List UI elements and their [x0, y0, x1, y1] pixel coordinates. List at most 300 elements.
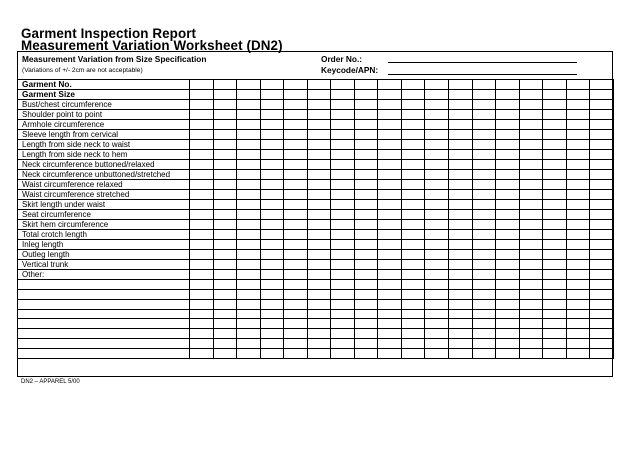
measurement-cell[interactable]	[307, 329, 331, 339]
measurement-cell[interactable]	[213, 210, 237, 220]
measurement-cell[interactable]	[566, 80, 590, 90]
measurement-cell[interactable]	[590, 329, 614, 339]
measurement-cell[interactable]	[354, 319, 378, 329]
measurement-cell[interactable]	[590, 130, 614, 140]
measurement-cell[interactable]	[566, 190, 590, 200]
measurement-cell[interactable]	[307, 240, 331, 250]
measurement-cell[interactable]	[519, 329, 543, 339]
measurement-cell[interactable]	[354, 230, 378, 240]
measurement-cell[interactable]	[449, 120, 473, 130]
measurement-cell[interactable]	[354, 120, 378, 130]
measurement-cell[interactable]	[307, 90, 331, 100]
measurement-cell[interactable]	[378, 80, 402, 90]
measurement-cell[interactable]	[307, 260, 331, 270]
measurement-cell[interactable]	[543, 319, 567, 329]
measurement-cell[interactable]	[449, 140, 473, 150]
measurement-cell[interactable]	[472, 120, 496, 130]
measurement-cell[interactable]	[496, 110, 520, 120]
measurement-cell[interactable]	[449, 348, 473, 358]
measurement-cell[interactable]	[213, 230, 237, 240]
measurement-cell[interactable]	[260, 80, 284, 90]
measurement-cell[interactable]	[331, 309, 355, 319]
measurement-cell[interactable]	[331, 329, 355, 339]
measurement-cell[interactable]	[496, 190, 520, 200]
measurement-cell[interactable]	[284, 160, 308, 170]
measurement-cell[interactable]	[190, 329, 214, 339]
measurement-cell[interactable]	[543, 309, 567, 319]
measurement-cell[interactable]	[472, 90, 496, 100]
measurement-cell[interactable]	[307, 210, 331, 220]
measurement-cell[interactable]	[237, 160, 261, 170]
measurement-cell[interactable]	[213, 130, 237, 140]
measurement-cell[interactable]	[519, 80, 543, 90]
measurement-cell[interactable]	[449, 150, 473, 160]
measurement-cell[interactable]	[543, 299, 567, 309]
measurement-cell[interactable]	[213, 120, 237, 130]
measurement-cell[interactable]	[496, 180, 520, 190]
measurement-cell[interactable]	[425, 240, 449, 250]
measurement-cell[interactable]	[425, 230, 449, 240]
measurement-cell[interactable]	[307, 130, 331, 140]
measurement-cell[interactable]	[190, 210, 214, 220]
measurement-cell[interactable]	[331, 110, 355, 120]
measurement-cell[interactable]	[378, 200, 402, 210]
measurement-cell[interactable]	[260, 299, 284, 309]
measurement-cell[interactable]	[449, 190, 473, 200]
measurement-cell[interactable]	[425, 309, 449, 319]
measurement-cell[interactable]	[543, 348, 567, 358]
measurement-cell[interactable]	[260, 180, 284, 190]
measurement-cell[interactable]	[425, 329, 449, 339]
measurement-cell[interactable]	[213, 270, 237, 280]
measurement-cell[interactable]	[425, 200, 449, 210]
measurement-cell[interactable]	[284, 250, 308, 260]
measurement-cell[interactable]	[472, 150, 496, 160]
measurement-cell[interactable]	[425, 100, 449, 110]
measurement-cell[interactable]	[472, 260, 496, 270]
measurement-cell[interactable]	[449, 329, 473, 339]
measurement-cell[interactable]	[307, 200, 331, 210]
measurement-cell[interactable]	[213, 348, 237, 358]
measurement-cell[interactable]	[190, 339, 214, 349]
measurement-cell[interactable]	[543, 270, 567, 280]
measurement-cell[interactable]	[449, 100, 473, 110]
measurement-cell[interactable]	[190, 160, 214, 170]
measurement-cell[interactable]	[472, 348, 496, 358]
measurement-cell[interactable]	[496, 150, 520, 160]
measurement-cell[interactable]	[519, 319, 543, 329]
measurement-cell[interactable]	[566, 280, 590, 290]
measurement-cell[interactable]	[307, 180, 331, 190]
measurement-cell[interactable]	[237, 230, 261, 240]
measurement-cell[interactable]	[590, 90, 614, 100]
measurement-cell[interactable]	[519, 130, 543, 140]
measurement-cell[interactable]	[213, 240, 237, 250]
measurement-cell[interactable]	[472, 319, 496, 329]
measurement-cell[interactable]	[425, 90, 449, 100]
measurement-cell[interactable]	[354, 100, 378, 110]
measurement-cell[interactable]	[354, 90, 378, 100]
measurement-cell[interactable]	[543, 100, 567, 110]
measurement-cell[interactable]	[496, 240, 520, 250]
measurement-cell[interactable]	[425, 80, 449, 90]
measurement-cell[interactable]	[284, 90, 308, 100]
measurement-cell[interactable]	[401, 80, 425, 90]
measurement-cell[interactable]	[566, 130, 590, 140]
measurement-cell[interactable]	[543, 280, 567, 290]
measurement-cell[interactable]	[449, 220, 473, 230]
measurement-cell[interactable]	[566, 180, 590, 190]
measurement-cell[interactable]	[496, 160, 520, 170]
measurement-cell[interactable]	[566, 339, 590, 349]
measurement-cell[interactable]	[190, 250, 214, 260]
measurement-cell[interactable]	[237, 319, 261, 329]
measurement-cell[interactable]	[519, 200, 543, 210]
measurement-cell[interactable]	[425, 270, 449, 280]
measurement-cell[interactable]	[472, 170, 496, 180]
measurement-cell[interactable]	[307, 170, 331, 180]
measurement-cell[interactable]	[354, 260, 378, 270]
measurement-cell[interactable]	[590, 200, 614, 210]
measurement-cell[interactable]	[354, 240, 378, 250]
measurement-cell[interactable]	[449, 200, 473, 210]
measurement-cell[interactable]	[237, 140, 261, 150]
measurement-cell[interactable]	[543, 329, 567, 339]
measurement-cell[interactable]	[260, 140, 284, 150]
measurement-cell[interactable]	[449, 160, 473, 170]
measurement-cell[interactable]	[284, 180, 308, 190]
measurement-cell[interactable]	[260, 289, 284, 299]
measurement-cell[interactable]	[190, 110, 214, 120]
measurement-cell[interactable]	[331, 180, 355, 190]
measurement-cell[interactable]	[519, 210, 543, 220]
measurement-cell[interactable]	[472, 140, 496, 150]
measurement-cell[interactable]	[590, 210, 614, 220]
measurement-cell[interactable]	[260, 150, 284, 160]
measurement-cell[interactable]	[519, 150, 543, 160]
measurement-cell[interactable]	[449, 339, 473, 349]
measurement-cell[interactable]	[213, 170, 237, 180]
measurement-cell[interactable]	[543, 90, 567, 100]
measurement-cell[interactable]	[284, 210, 308, 220]
measurement-cell[interactable]	[237, 220, 261, 230]
measurement-cell[interactable]	[213, 200, 237, 210]
measurement-cell[interactable]	[331, 240, 355, 250]
measurement-cell[interactable]	[425, 180, 449, 190]
measurement-cell[interactable]	[425, 170, 449, 180]
measurement-cell[interactable]	[566, 160, 590, 170]
measurement-cell[interactable]	[237, 170, 261, 180]
measurement-cell[interactable]	[519, 100, 543, 110]
measurement-cell[interactable]	[354, 329, 378, 339]
measurement-cell[interactable]	[213, 329, 237, 339]
measurement-cell[interactable]	[590, 280, 614, 290]
measurement-cell[interactable]	[378, 190, 402, 200]
measurement-cell[interactable]	[472, 180, 496, 190]
measurement-cell[interactable]	[354, 150, 378, 160]
measurement-cell[interactable]	[190, 309, 214, 319]
measurement-cell[interactable]	[237, 260, 261, 270]
measurement-cell[interactable]	[378, 329, 402, 339]
measurement-cell[interactable]	[307, 270, 331, 280]
measurement-cell[interactable]	[307, 319, 331, 329]
measurement-cell[interactable]	[566, 150, 590, 160]
measurement-cell[interactable]	[472, 309, 496, 319]
measurement-cell[interactable]	[425, 299, 449, 309]
measurement-cell[interactable]	[496, 329, 520, 339]
measurement-cell[interactable]	[472, 160, 496, 170]
measurement-cell[interactable]	[354, 190, 378, 200]
measurement-cell[interactable]	[519, 180, 543, 190]
measurement-cell[interactable]	[543, 220, 567, 230]
measurement-cell[interactable]	[566, 230, 590, 240]
measurement-cell[interactable]	[190, 80, 214, 90]
measurement-cell[interactable]	[566, 120, 590, 130]
measurement-cell[interactable]	[425, 190, 449, 200]
measurement-cell[interactable]	[472, 190, 496, 200]
measurement-cell[interactable]	[237, 339, 261, 349]
measurement-cell[interactable]	[472, 270, 496, 280]
measurement-cell[interactable]	[213, 90, 237, 100]
measurement-cell[interactable]	[401, 260, 425, 270]
measurement-cell[interactable]	[331, 90, 355, 100]
measurement-cell[interactable]	[590, 250, 614, 260]
measurement-cell[interactable]	[331, 170, 355, 180]
measurement-cell[interactable]	[590, 319, 614, 329]
measurement-cell[interactable]	[472, 200, 496, 210]
measurement-cell[interactable]	[378, 270, 402, 280]
measurement-cell[interactable]	[378, 348, 402, 358]
measurement-cell[interactable]	[213, 110, 237, 120]
measurement-cell[interactable]	[354, 280, 378, 290]
measurement-cell[interactable]	[284, 140, 308, 150]
measurement-cell[interactable]	[496, 90, 520, 100]
measurement-cell[interactable]	[425, 150, 449, 160]
measurement-cell[interactable]	[213, 280, 237, 290]
measurement-cell[interactable]	[213, 140, 237, 150]
measurement-cell[interactable]	[190, 348, 214, 358]
measurement-cell[interactable]	[260, 329, 284, 339]
measurement-cell[interactable]	[237, 120, 261, 130]
measurement-cell[interactable]	[354, 220, 378, 230]
measurement-cell[interactable]	[519, 339, 543, 349]
measurement-cell[interactable]	[449, 309, 473, 319]
measurement-cell[interactable]	[543, 180, 567, 190]
measurement-cell[interactable]	[496, 270, 520, 280]
measurement-cell[interactable]	[519, 170, 543, 180]
measurement-cell[interactable]	[543, 200, 567, 210]
measurement-cell[interactable]	[401, 190, 425, 200]
measurement-cell[interactable]	[354, 348, 378, 358]
measurement-cell[interactable]	[237, 348, 261, 358]
measurement-cell[interactable]	[496, 348, 520, 358]
measurement-cell[interactable]	[543, 170, 567, 180]
measurement-cell[interactable]	[237, 100, 261, 110]
measurement-cell[interactable]	[519, 309, 543, 319]
measurement-cell[interactable]	[284, 289, 308, 299]
measurement-cell[interactable]	[190, 319, 214, 329]
measurement-cell[interactable]	[378, 220, 402, 230]
measurement-cell[interactable]	[284, 270, 308, 280]
measurement-cell[interactable]	[331, 210, 355, 220]
measurement-cell[interactable]	[590, 260, 614, 270]
measurement-cell[interactable]	[519, 110, 543, 120]
measurement-cell[interactable]	[237, 240, 261, 250]
measurement-cell[interactable]	[566, 170, 590, 180]
measurement-cell[interactable]	[284, 230, 308, 240]
measurement-cell[interactable]	[284, 130, 308, 140]
measurement-cell[interactable]	[331, 260, 355, 270]
measurement-cell[interactable]	[284, 170, 308, 180]
measurement-cell[interactable]	[401, 130, 425, 140]
measurement-cell[interactable]	[307, 289, 331, 299]
measurement-cell[interactable]	[496, 250, 520, 260]
measurement-cell[interactable]	[260, 110, 284, 120]
measurement-cell[interactable]	[284, 190, 308, 200]
measurement-cell[interactable]	[566, 299, 590, 309]
measurement-cell[interactable]	[354, 170, 378, 180]
measurement-cell[interactable]	[496, 339, 520, 349]
measurement-cell[interactable]	[543, 150, 567, 160]
measurement-cell[interactable]	[590, 299, 614, 309]
measurement-cell[interactable]	[519, 190, 543, 200]
measurement-cell[interactable]	[307, 190, 331, 200]
measurement-cell[interactable]	[237, 150, 261, 160]
measurement-cell[interactable]	[425, 130, 449, 140]
measurement-cell[interactable]	[472, 80, 496, 90]
measurement-cell[interactable]	[354, 299, 378, 309]
measurement-cell[interactable]	[331, 150, 355, 160]
measurement-cell[interactable]	[496, 120, 520, 130]
measurement-cell[interactable]	[496, 130, 520, 140]
measurement-cell[interactable]	[284, 348, 308, 358]
measurement-cell[interactable]	[496, 319, 520, 329]
measurement-cell[interactable]	[284, 339, 308, 349]
measurement-cell[interactable]	[496, 280, 520, 290]
measurement-cell[interactable]	[190, 240, 214, 250]
measurement-cell[interactable]	[190, 260, 214, 270]
measurement-cell[interactable]	[590, 339, 614, 349]
measurement-cell[interactable]	[260, 348, 284, 358]
measurement-cell[interactable]	[190, 220, 214, 230]
measurement-cell[interactable]	[307, 348, 331, 358]
measurement-cell[interactable]	[566, 110, 590, 120]
measurement-cell[interactable]	[213, 100, 237, 110]
measurement-cell[interactable]	[237, 180, 261, 190]
measurement-cell[interactable]	[190, 289, 214, 299]
measurement-cell[interactable]	[425, 210, 449, 220]
measurement-cell[interactable]	[496, 210, 520, 220]
measurement-cell[interactable]	[449, 110, 473, 120]
measurement-cell[interactable]	[260, 220, 284, 230]
measurement-cell[interactable]	[190, 190, 214, 200]
measurement-cell[interactable]	[213, 180, 237, 190]
measurement-cell[interactable]	[472, 339, 496, 349]
measurement-cell[interactable]	[378, 319, 402, 329]
measurement-cell[interactable]	[354, 309, 378, 319]
measurement-cell[interactable]	[425, 280, 449, 290]
measurement-cell[interactable]	[401, 240, 425, 250]
measurement-cell[interactable]	[260, 270, 284, 280]
measurement-cell[interactable]	[354, 270, 378, 280]
measurement-cell[interactable]	[401, 250, 425, 260]
measurement-cell[interactable]	[401, 348, 425, 358]
measurement-cell[interactable]	[354, 180, 378, 190]
measurement-cell[interactable]	[190, 90, 214, 100]
measurement-cell[interactable]	[566, 319, 590, 329]
measurement-cell[interactable]	[331, 299, 355, 309]
measurement-cell[interactable]	[331, 80, 355, 90]
keycode-field[interactable]	[388, 74, 577, 75]
measurement-cell[interactable]	[590, 150, 614, 160]
measurement-cell[interactable]	[331, 348, 355, 358]
measurement-cell[interactable]	[496, 200, 520, 210]
measurement-cell[interactable]	[190, 200, 214, 210]
measurement-cell[interactable]	[190, 130, 214, 140]
measurement-cell[interactable]	[260, 230, 284, 240]
measurement-cell[interactable]	[425, 250, 449, 260]
measurement-cell[interactable]	[190, 140, 214, 150]
measurement-cell[interactable]	[543, 120, 567, 130]
measurement-cell[interactable]	[331, 160, 355, 170]
measurement-cell[interactable]	[401, 299, 425, 309]
measurement-cell[interactable]	[590, 100, 614, 110]
measurement-cell[interactable]	[472, 289, 496, 299]
measurement-cell[interactable]	[472, 100, 496, 110]
measurement-cell[interactable]	[472, 220, 496, 230]
measurement-cell[interactable]	[354, 210, 378, 220]
measurement-cell[interactable]	[472, 110, 496, 120]
measurement-cell[interactable]	[543, 160, 567, 170]
measurement-cell[interactable]	[401, 90, 425, 100]
measurement-cell[interactable]	[425, 339, 449, 349]
measurement-cell[interactable]	[284, 319, 308, 329]
measurement-cell[interactable]	[425, 319, 449, 329]
measurement-cell[interactable]	[590, 160, 614, 170]
measurement-cell[interactable]	[237, 200, 261, 210]
measurement-cell[interactable]	[284, 110, 308, 120]
measurement-cell[interactable]	[566, 260, 590, 270]
measurement-cell[interactable]	[213, 260, 237, 270]
measurement-cell[interactable]	[519, 270, 543, 280]
measurement-cell[interactable]	[519, 240, 543, 250]
measurement-cell[interactable]	[472, 329, 496, 339]
measurement-cell[interactable]	[425, 140, 449, 150]
measurement-cell[interactable]	[284, 120, 308, 130]
measurement-cell[interactable]	[213, 160, 237, 170]
measurement-cell[interactable]	[307, 220, 331, 230]
measurement-cell[interactable]	[354, 140, 378, 150]
measurement-cell[interactable]	[496, 220, 520, 230]
measurement-cell[interactable]	[284, 200, 308, 210]
measurement-cell[interactable]	[543, 80, 567, 90]
measurement-cell[interactable]	[401, 210, 425, 220]
measurement-cell[interactable]	[449, 180, 473, 190]
measurement-cell[interactable]	[590, 309, 614, 319]
measurement-cell[interactable]	[378, 140, 402, 150]
measurement-cell[interactable]	[354, 289, 378, 299]
measurement-cell[interactable]	[449, 260, 473, 270]
measurement-cell[interactable]	[543, 140, 567, 150]
measurement-cell[interactable]	[378, 90, 402, 100]
measurement-cell[interactable]	[472, 130, 496, 140]
measurement-cell[interactable]	[496, 309, 520, 319]
measurement-cell[interactable]	[566, 289, 590, 299]
measurement-cell[interactable]	[590, 120, 614, 130]
measurement-cell[interactable]	[260, 190, 284, 200]
measurement-cell[interactable]	[566, 220, 590, 230]
measurement-cell[interactable]	[378, 100, 402, 110]
